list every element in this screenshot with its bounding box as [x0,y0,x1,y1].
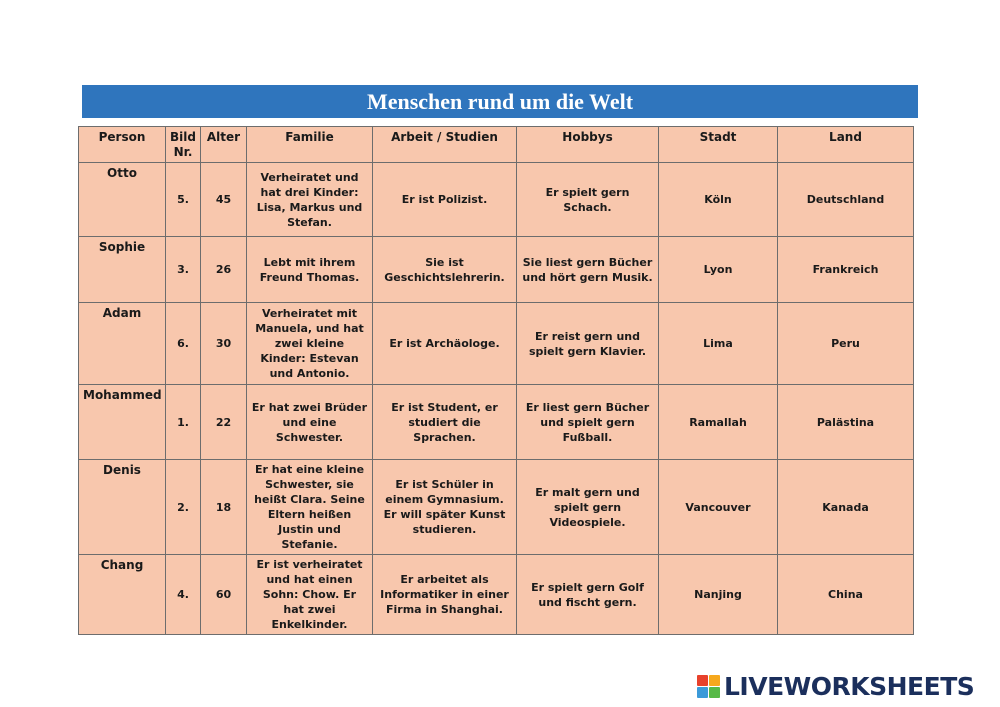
cell-familie: Lebt mit ihrem Freund Thomas. [247,237,373,303]
worksheet-title: Menschen rund um die Welt [82,85,918,118]
column-header-arbeit: Arbeit / Studien [373,127,517,163]
cell-arbeit: Er ist Schüler in einem Gymnasium. Er will später Kunst studieren. [373,460,517,555]
cell-arbeit: Er arbeitet als Informatiker in einer Firma in Shanghai. [373,555,517,635]
cell-alter: 18 [201,460,247,555]
cell-familie: Er ist verheiratet und hat einen Sohn: Chow. Er hat zwei Enkelkinder. [247,555,373,635]
column-header-hobbys: Hobbys [517,127,659,163]
cell-stadt: Lyon [659,237,778,303]
cell-alter: 30 [201,303,247,385]
cell-hobbys: Er reist gern und spielt gern Klavier. [517,303,659,385]
cell-stadt: Köln [659,163,778,237]
cell-hobbys: Er malt gern und spielt gern Videospiele. [517,460,659,555]
cell-familie: Verheiratet mit Manuela, und hat zwei kleine Kinder: Estevan und Antonio. [247,303,373,385]
cell-alter: 22 [201,385,247,460]
cell-stadt: Vancouver [659,460,778,555]
cell-alter: 26 [201,237,247,303]
cell-alter: 60 [201,555,247,635]
cell-bild: 2. [166,460,201,555]
column-header-familie: Familie [247,127,373,163]
cell-land: Frankreich [778,237,914,303]
cell-stadt: Nanjing [659,555,778,635]
table-row [79,237,914,303]
cell-familie: Er hat zwei Brüder und eine Schwester. [247,385,373,460]
cell-person: Chang [79,555,166,635]
cell-person: Adam [79,303,166,385]
cell-hobbys: Er liest gern Bücher und spielt gern Fußball. [517,385,659,460]
cell-arbeit: Er ist Polizist. [373,163,517,237]
liveworksheets-logo-icon [697,675,720,698]
cell-bild: 5. [166,163,201,237]
cell-bild: 4. [166,555,201,635]
column-header-alter: Alter [201,127,247,163]
cell-hobbys: Sie liest gern Bücher und hört gern Musik. [517,237,659,303]
table-row [79,460,914,555]
cell-bild: 3. [166,237,201,303]
table-row [79,385,914,460]
column-header-land: Land [778,127,914,163]
logo-text: LIVEWORKSHEETS [724,671,975,701]
cell-land: Peru [778,303,914,385]
cell-person: Denis [79,460,166,555]
people-table [78,126,914,635]
cell-arbeit: Er ist Student, er studiert die Sprachen. [373,385,517,460]
table-row [79,555,914,635]
cell-land: Kanada [778,460,914,555]
cell-familie: Er hat eine kleine Schwester, sie heißt Clara. Seine Eltern heißen Justin und Stefanie. [247,460,373,555]
cell-stadt: Lima [659,303,778,385]
cell-arbeit: Sie ist Geschichtslehrerin. [373,237,517,303]
cell-person: Sophie [79,237,166,303]
cell-hobbys: Er spielt gern Schach. [517,163,659,237]
cell-land: Deutschland [778,163,914,237]
column-header-person: Person [79,127,166,163]
cell-bild: 6. [166,303,201,385]
column-header-bild: Bild Nr. [166,127,201,163]
table-row [79,303,914,385]
cell-person: Mohammed [79,385,166,460]
table-row [79,163,914,237]
cell-arbeit: Er ist Archäologe. [373,303,517,385]
table-body [79,163,914,635]
cell-hobbys: Er spielt gern Golf und fischt gern. [517,555,659,635]
column-header-stadt: Stadt [659,127,778,163]
cell-stadt: Ramallah [659,385,778,460]
liveworksheets-logo [697,671,974,701]
cell-bild: 1. [166,385,201,460]
cell-person: Otto [79,163,166,237]
cell-land: China [778,555,914,635]
cell-familie: Verheiratet und hat drei Kinder: Lisa, Markus und Stefan. [247,163,373,237]
cell-alter: 45 [201,163,247,237]
cell-land: Palästina [778,385,914,460]
table-header-row [79,127,914,163]
